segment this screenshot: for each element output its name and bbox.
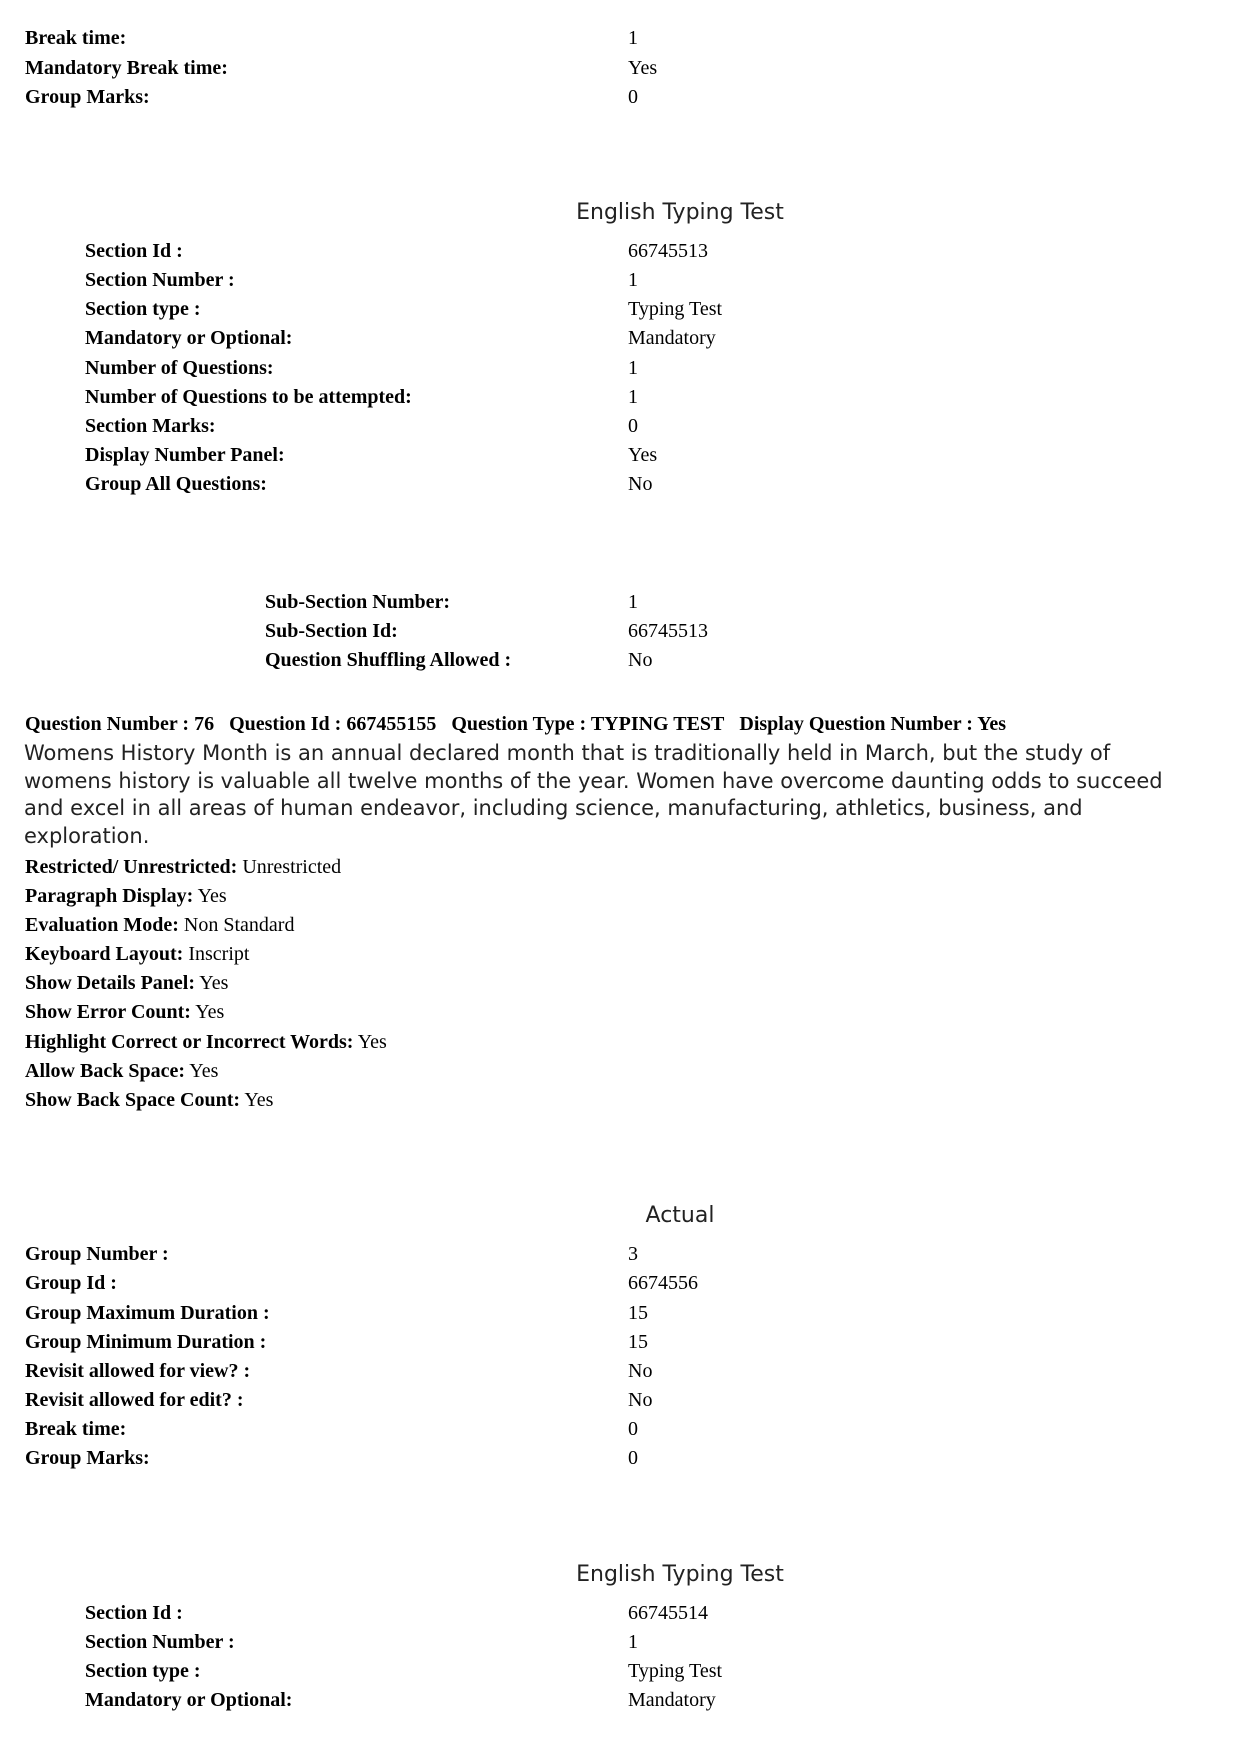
row-value: 1 xyxy=(628,386,638,408)
setting-row xyxy=(25,969,228,998)
row-value: No xyxy=(628,1389,653,1411)
row-label: Break time: xyxy=(25,1418,127,1440)
row-label: Section Marks: xyxy=(85,415,216,437)
row-value: Typing Test xyxy=(628,298,723,320)
row-value: 3 xyxy=(628,1243,638,1265)
row-value: 66745513 xyxy=(628,620,708,642)
setting-label: Highlight Correct or Incorrect Words: xyxy=(25,1031,354,1053)
row-label: Revisit allowed for edit? : xyxy=(25,1389,244,1411)
question-number: Question Number : 76 xyxy=(25,713,215,735)
row-value: 66745513 xyxy=(628,240,708,262)
row-value: No xyxy=(628,1360,653,1382)
section-heading: English Typing Test xyxy=(576,200,784,225)
setting-row xyxy=(25,940,249,969)
row-value: 0 xyxy=(628,1418,638,1440)
row-label: Mandatory or Optional: xyxy=(85,1689,293,1711)
group-heading: Actual xyxy=(645,1203,715,1228)
setting-value: Yes xyxy=(199,972,229,994)
row-value: 0 xyxy=(628,1447,638,1469)
row-label: Section Id : xyxy=(85,1602,183,1624)
setting-value: Yes xyxy=(195,1001,225,1023)
row-label: Section Number : xyxy=(85,269,235,291)
row-label: Question Shuffling Allowed : xyxy=(265,649,512,671)
row-label: Break time: xyxy=(25,27,127,49)
row-value: 1 xyxy=(628,357,638,379)
setting-label: Allow Back Space: xyxy=(25,1060,185,1082)
row-value: 15 xyxy=(628,1302,648,1324)
setting-row xyxy=(25,1086,273,1115)
setting-value: Yes xyxy=(357,1031,387,1053)
setting-value: Yes xyxy=(244,1089,274,1111)
setting-row xyxy=(25,882,227,911)
row-label: Group All Questions: xyxy=(85,473,267,495)
question-type: Question Type : TYPING TEST xyxy=(451,713,725,735)
row-label: Mandatory Break time: xyxy=(25,57,228,79)
row-value: Mandatory xyxy=(628,327,716,349)
row-label: Section type : xyxy=(85,298,201,320)
row-label: Mandatory or Optional: xyxy=(85,327,293,349)
row-value: 1 xyxy=(628,1631,638,1653)
setting-row xyxy=(25,1057,218,1086)
row-label: Group Id : xyxy=(25,1272,117,1294)
row-value: Yes xyxy=(628,57,658,79)
row-value: 1 xyxy=(628,27,638,49)
row-label: Section Number : xyxy=(85,1631,235,1653)
row-value: 0 xyxy=(628,86,638,108)
row-label: Section type : xyxy=(85,1660,201,1682)
row-label: Group Marks: xyxy=(25,1447,150,1469)
row-label: Group Maximum Duration : xyxy=(25,1302,270,1324)
typing-passage: Womens History Month is an annual declared month that is traditionally held in March, but the study of womens history is valuable all twelve months of the year. Women have overcome daunting odds to succeed and excel in all areas of human endeavor, including science, manufacturing, athletics, business, and exploration. xyxy=(24,741,1163,848)
row-value: 0 xyxy=(628,415,638,437)
row-label: Group Marks: xyxy=(25,86,150,108)
question-id: Question Id : 667455155 xyxy=(229,713,437,735)
row-label: Revisit allowed for view? : xyxy=(25,1360,251,1382)
setting-row xyxy=(25,1028,387,1057)
setting-label: Show Details Panel: xyxy=(25,972,195,994)
setting-value: Yes xyxy=(189,1060,219,1082)
row-value: No xyxy=(628,473,653,495)
row-value: Mandatory xyxy=(628,1689,716,1711)
setting-row xyxy=(25,998,224,1027)
row-value: 15 xyxy=(628,1331,648,1353)
row-label: Number of Questions to be attempted: xyxy=(85,386,412,408)
row-value: 1 xyxy=(628,591,638,613)
setting-value: Unrestricted xyxy=(242,856,342,878)
row-value: 1 xyxy=(628,269,638,291)
row-label: Sub-Section Id: xyxy=(265,620,398,642)
setting-label: Keyboard Layout: xyxy=(25,943,184,965)
row-label: Number of Questions: xyxy=(85,357,274,379)
row-label: Group Number : xyxy=(25,1243,169,1265)
setting-value: Non Standard xyxy=(183,914,295,936)
setting-row xyxy=(25,911,294,940)
setting-value: Yes xyxy=(197,885,227,907)
row-label: Group Minimum Duration : xyxy=(25,1331,267,1353)
row-value: No xyxy=(628,649,653,671)
setting-label: Show Back Space Count: xyxy=(25,1089,241,1111)
row-label: Section Id : xyxy=(85,240,183,262)
setting-row xyxy=(25,853,341,882)
row-label: Sub-Section Number: xyxy=(265,591,451,613)
row-value: 6674556 xyxy=(628,1272,698,1294)
question-header xyxy=(25,713,1016,736)
section-heading: English Typing Test xyxy=(576,1562,784,1587)
display-question-number: Display Question Number : Yes xyxy=(739,713,1007,735)
row-value: Yes xyxy=(628,444,658,466)
row-label: Display Number Panel: xyxy=(85,444,285,466)
row-value: Typing Test xyxy=(628,1660,723,1682)
setting-value: Inscript xyxy=(188,943,250,965)
row-value: 66745514 xyxy=(628,1602,708,1624)
setting-label: Evaluation Mode: xyxy=(25,914,179,936)
setting-label: Show Error Count: xyxy=(25,1001,191,1023)
setting-label: Restricted/ Unrestricted: xyxy=(25,856,238,878)
setting-label: Paragraph Display: xyxy=(25,885,194,907)
